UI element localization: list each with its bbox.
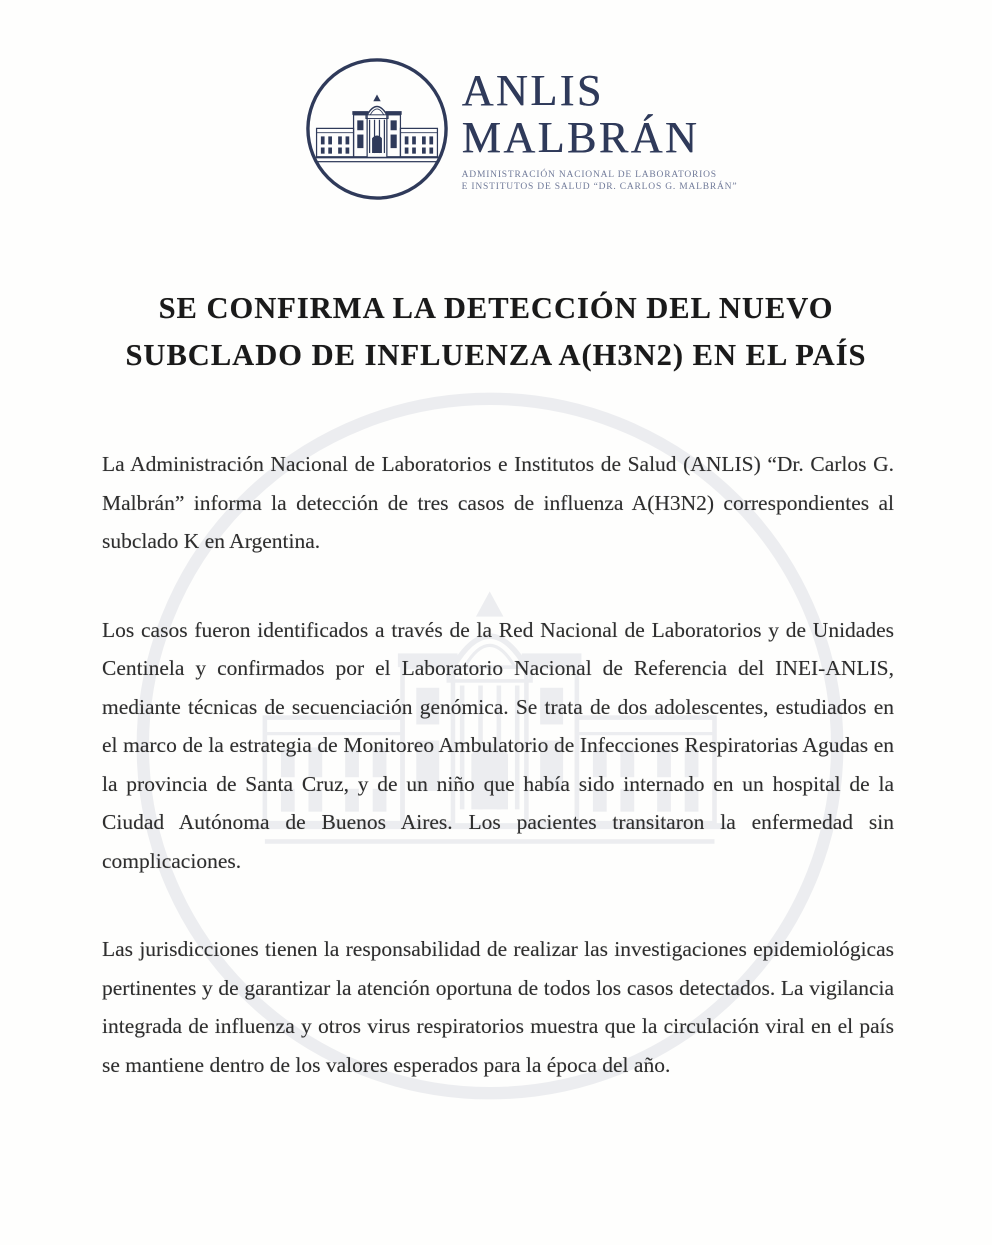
document-title-line2: SUBCLADO DE INFLUENZA A(H3N2) EN EL PAÍS — [125, 338, 867, 372]
org-tagline-line2: E INSTITUTOS DE SALUD “DR. CARLOS G. MALBRÁN” — [461, 182, 738, 192]
paragraph-announcement: La Administración Nacional de Laboratorios e Institutos de Salud (ANLIS) “Dr. Carlos G. Malbrán” informa la detección de tres casos de influenza A(H3N2) correspondientes al subclado K en Argentina. — [102, 452, 894, 553]
org-name-line1: ANLIS — [461, 66, 604, 115]
logo-text-block — [462, 55, 738, 193]
paragraph-jurisdictions: Las jurisdicciones tienen la responsabilidad de realizar las investigaciones epidemiológicas pertinentes y de garantizar la atención oportuna de todos los casos detectados. La vigilancia integrada de influenza y otros virus respiratorios muestra que la circulación viral en el país se mantiene dentro de los valores esperados para la época del año. — [102, 937, 894, 1077]
paragraph-case-details: Los casos fueron identificados a través de la Red Nacional de Laboratorios y de Unidades Centinela y confirmados por el Laboratorio Nacional de Referencia del INEI-ANLIS, mediante técnicas de secuenciación genómica. Se trata de dos adolescentes, estudiados en el marco de la estrategia de Monitoreo Ambulatorio de Infecciones Respiratorias Agudas en la provincia de Santa Cruz, y de un niño que había sido internado en un hospital de la Ciudad Autónoma de Buenos Aires. Los pacientes transitaron la enfermedad sin complicaciones. — [102, 617, 894, 873]
document-body — [102, 445, 894, 1084]
document-title — [0, 285, 992, 379]
document-header — [0, 0, 992, 203]
document-title-line1: SE CONFIRMA LA DETECCIÓN DEL NUEVO — [158, 291, 834, 325]
org-tagline-line1: ADMINISTRACIÓN NACIONAL DE LABORATORIOS — [461, 170, 717, 180]
org-name-line2: MALBRÁN — [461, 113, 700, 162]
institute-emblem-icon — [303, 55, 451, 203]
